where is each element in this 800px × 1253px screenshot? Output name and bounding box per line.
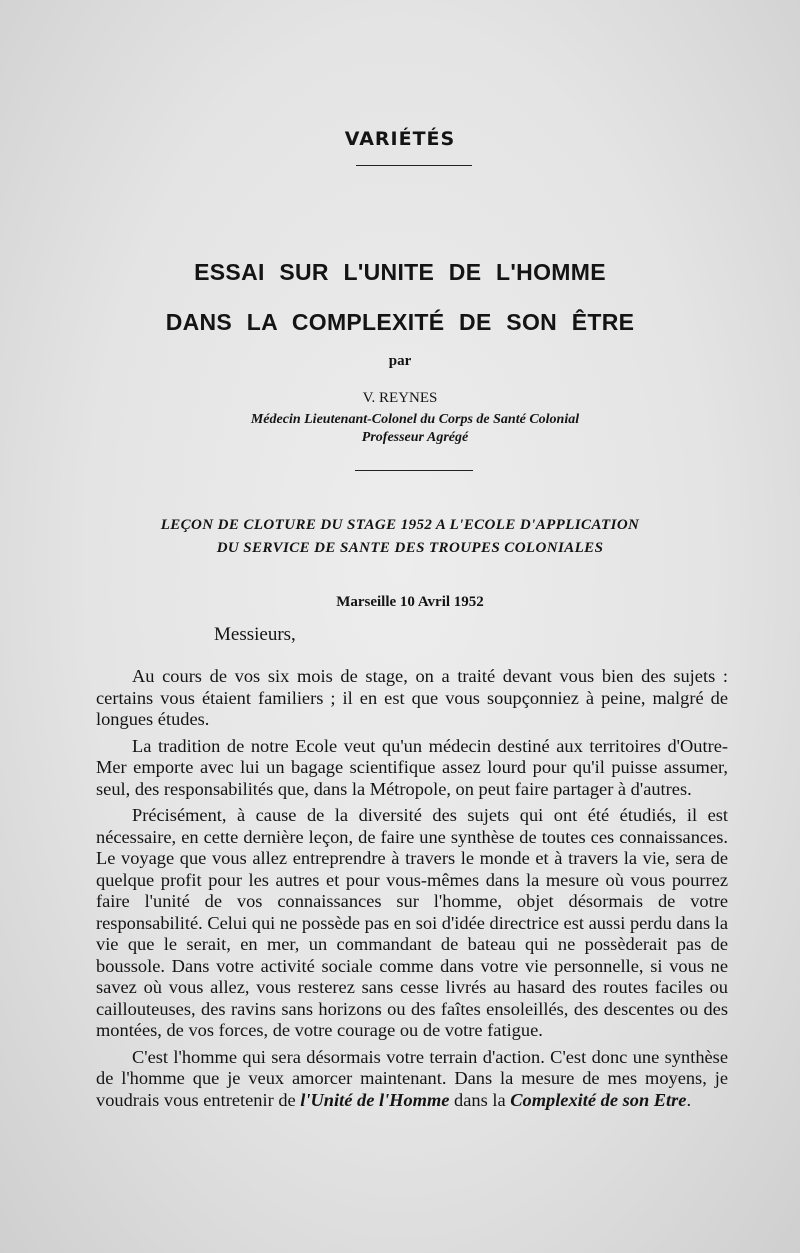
author-rule: [355, 470, 473, 471]
lecture-subtitle-line-2: DU SERVICE DE SANTE DES TROUPES COLONIALES: [216, 540, 604, 556]
author-name: V. REYNES: [362, 390, 438, 406]
author-affiliation-line-2: Professeur Agrégé: [361, 430, 469, 445]
paragraph-4-emphasis-unity: l'Unité de l'Homme: [300, 1089, 450, 1110]
paragraph-4-text-mid: dans la: [449, 1089, 511, 1110]
byline-par: par: [388, 353, 412, 369]
paragraph-3: Précisément, à cause de la diversité des sujets qui ont été étudiés, il est nécessaire, en cette dernière leçon, de faire une synthèse de toutes ces connaissances. Le voyage que vous allez entreprendre à travers le monde et à travers la vie, sera de quelque profit pour les autres et pour vous-mêmes dans la mesure où vous pourrez faire l'unité de vos connaissances sur l'homme, objet désormais de votre responsabilité. Celui qui ne possède pas en soi d'idée directrice est aussi perdu dans la vie que le serait, en mer, un commandant de bateau qui ne possèderait pas de boussole. Dans votre activité sociale comme dans votre vie personnelle, si vous ne savez où vous allez, vous resterez sans cesse livrés au hasard des routes faciles ou caillouteuses, des ravins sans horizons ou des faîtes ensoleillés, des descentes ou des montées, de vos forces, de votre courage ou de votre fatigue.: [96, 805, 728, 1040]
body-text: [96, 666, 728, 1116]
lecture-subtitle-line-1: LEÇON DE CLOTURE DU STAGE 1952 A L'ECOLE D'APPLICATION: [160, 517, 640, 533]
paragraph-4: [96, 1047, 728, 1112]
paragraph-4-text-start: C'est l'homme qui sera désormais votre terrain d'action. C'est donc une synthèse de l'homme que je veux amorcer maintenant. Dans la mesure de mes moyens, je voudrais vous entretenir de: [96, 1046, 728, 1110]
author-affiliation-line-1: Médecin Lieutenant-Colonel du Corps de Santé Colonial: [250, 412, 580, 427]
paragraph-4-emphasis-complexity: Complexité de son Etre: [510, 1089, 687, 1110]
article-title-line-1: ESSAI SUR L'UNITE DE L'HOMME: [194, 259, 606, 285]
article-title-line-2: DANS LA COMPLEXITÉ DE SON ÊTRE: [165, 309, 635, 335]
paragraph-1: Au cours de vos six mois de stage, on a traité devant vous bien des sujets : certains vous étaient familiers ; il en est que vous soupçonniez à peine, malgré de longues études.: [96, 666, 728, 729]
paragraph-4-text-end: .: [686, 1089, 692, 1110]
salutation: Messieurs,: [214, 624, 296, 645]
heading-rule: [356, 165, 472, 166]
section-heading: VARIÉTÉS: [344, 128, 456, 150]
paragraph-2: La tradition de notre Ecole veut qu'un médecin destiné aux territoires d'Outre-Mer emporte avec lui un bagage scientifique assez lourd pour qu'il puisse assumer, seul, des responsabilités que, dans la Métropole, on peut faire partager à d'autres.: [96, 735, 728, 799]
dateline: Marseille 10 Avril 1952: [336, 594, 484, 610]
